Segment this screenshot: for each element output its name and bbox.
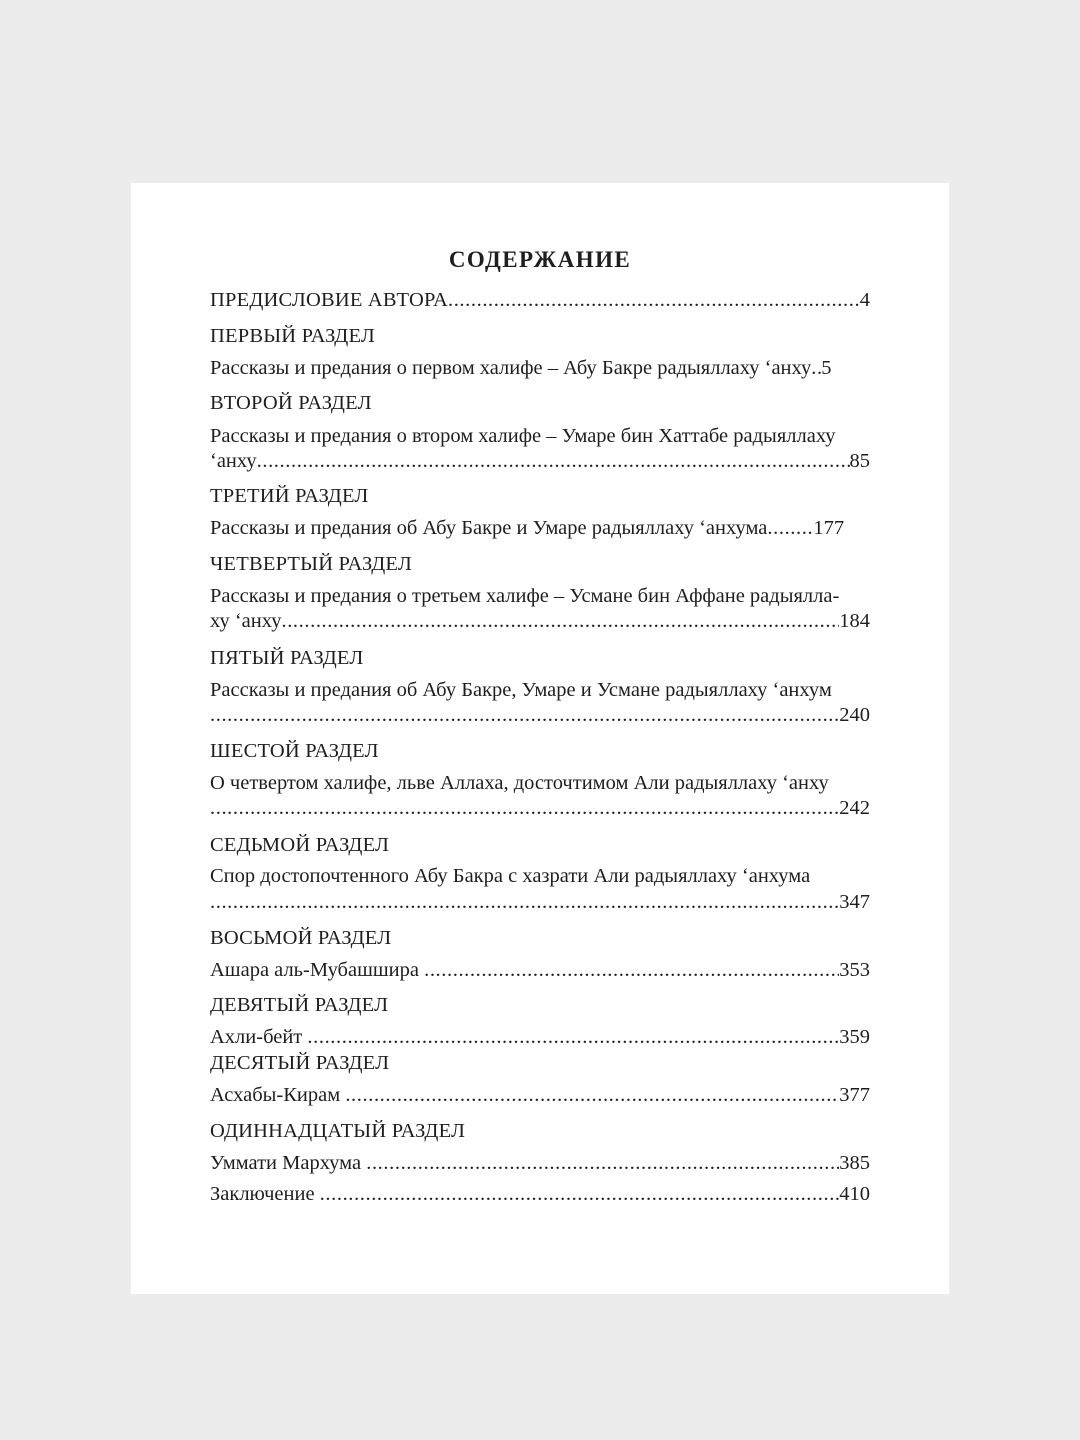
section-heading: ТРЕТИЙ РАЗДЕЛ bbox=[210, 485, 369, 507]
toc-entry-label: Ахли-бейт bbox=[210, 1026, 308, 1048]
toc-entry bbox=[210, 957, 870, 983]
toc-entry-label: Асхабы-Кирам bbox=[210, 1084, 346, 1106]
toc-entry bbox=[210, 608, 870, 634]
page-title: СОДЕРЖАНИЕ bbox=[448, 247, 632, 272]
document-page bbox=[131, 183, 949, 1294]
toc-entry bbox=[210, 889, 870, 915]
toc-entry bbox=[210, 702, 870, 728]
dot-leader bbox=[210, 702, 839, 728]
toc-entry bbox=[210, 1150, 870, 1176]
toc-page-number: 353 bbox=[839, 959, 870, 981]
toc-page-number: 4 bbox=[859, 289, 870, 311]
toc-entry-label: Уммати Мархума bbox=[210, 1152, 367, 1174]
toc-page-number: 177 bbox=[813, 517, 845, 539]
section-heading: ДЕСЯТЫЙ РАЗДЕЛ bbox=[210, 1052, 390, 1074]
dot-leader bbox=[767, 515, 813, 541]
dot-leader bbox=[210, 889, 839, 915]
section-heading: ДЕВЯТЫЙ РАЗДЕЛ bbox=[210, 994, 389, 1016]
toc-page-number: 359 bbox=[839, 1026, 870, 1048]
section-heading: ВТОРОЙ РАЗДЕЛ bbox=[210, 392, 372, 414]
toc-entry-label: Рассказы и предания об Абу Бакре и Умаре радыяллаху ‘анхума bbox=[210, 517, 768, 539]
toc-page-number: 85 bbox=[849, 450, 870, 472]
toc-entry-text: Рассказы и предания о втором халифе – Умаре бин Хаттабе радыяллаху bbox=[210, 425, 836, 447]
dot-leader bbox=[448, 287, 860, 313]
section-heading: ПЯТЫЙ РАЗДЕЛ bbox=[210, 647, 364, 669]
toc-entry bbox=[210, 448, 870, 474]
toc-entry-label: Ашара аль-Мубашшира bbox=[210, 959, 425, 981]
toc-entry-label: ‘анху bbox=[210, 450, 257, 472]
dot-leader bbox=[424, 957, 839, 983]
dot-leader bbox=[811, 355, 821, 381]
toc-entry-conclusion bbox=[210, 1181, 870, 1207]
toc-page-number: 385 bbox=[839, 1152, 870, 1174]
toc-page-number: 242 bbox=[839, 797, 870, 819]
toc-entry bbox=[210, 355, 870, 381]
dot-leader bbox=[366, 1150, 839, 1176]
toc-entry-text: Рассказы и предания об Абу Бакре, Умаре и Усмане радыяллаху ‘анхум bbox=[210, 679, 832, 701]
toc-entry-label: ху ‘анху bbox=[210, 610, 282, 632]
toc-page-number: 5 bbox=[821, 357, 832, 379]
toc-entry bbox=[210, 795, 870, 821]
section-heading: СЕДЬМОЙ РАЗДЕЛ bbox=[210, 834, 390, 856]
dot-leader bbox=[320, 1181, 840, 1207]
dot-leader bbox=[210, 795, 839, 821]
toc-page-number: 377 bbox=[839, 1084, 870, 1106]
toc-entry bbox=[210, 515, 870, 541]
toc-page-number: 240 bbox=[839, 704, 870, 726]
toc-page-number: 410 bbox=[839, 1183, 870, 1205]
toc-entry bbox=[210, 1024, 870, 1050]
dot-leader bbox=[281, 608, 839, 634]
toc-entry-label: ПРЕДИСЛОВИЕ АВТОРА bbox=[210, 289, 448, 311]
toc-entry-label: Заключение bbox=[210, 1183, 320, 1205]
section-heading: ШЕСТОЙ РАЗДЕЛ bbox=[210, 740, 379, 762]
toc-entry-text: Спор достопочтенного Абу Бакра с хазрати Али радыяллаху ‘анхума bbox=[210, 865, 811, 887]
dot-leader bbox=[345, 1082, 839, 1108]
section-heading: ОДИННАДЦАТЫЙ РАЗДЕЛ bbox=[210, 1120, 466, 1142]
toc-entry-text: О четвертом халифе, льве Аллаха, досточтимом Али радыяллаху ‘анху bbox=[210, 772, 829, 794]
dot-leader bbox=[307, 1024, 839, 1050]
section-heading: ПЕРВЫЙ РАЗДЕЛ bbox=[210, 325, 376, 347]
toc-entry-preface bbox=[210, 287, 870, 313]
dot-leader bbox=[257, 448, 850, 474]
toc-entry-label: Рассказы и предания о первом халифе – Абу Бакре радыяллаху ‘анху bbox=[210, 357, 812, 379]
toc-entry-text: Рассказы и предания о третьем халифе – Усмане бин Аффане радыялла- bbox=[210, 585, 840, 607]
toc-page-number: 184 bbox=[839, 610, 870, 632]
toc-page-number: 347 bbox=[839, 891, 870, 913]
section-heading: ЧЕТВЕРТЫЙ РАЗДЕЛ bbox=[210, 553, 412, 575]
toc-entry bbox=[210, 1082, 870, 1108]
section-heading: ВОСЬМОЙ РАЗДЕЛ bbox=[210, 927, 392, 949]
